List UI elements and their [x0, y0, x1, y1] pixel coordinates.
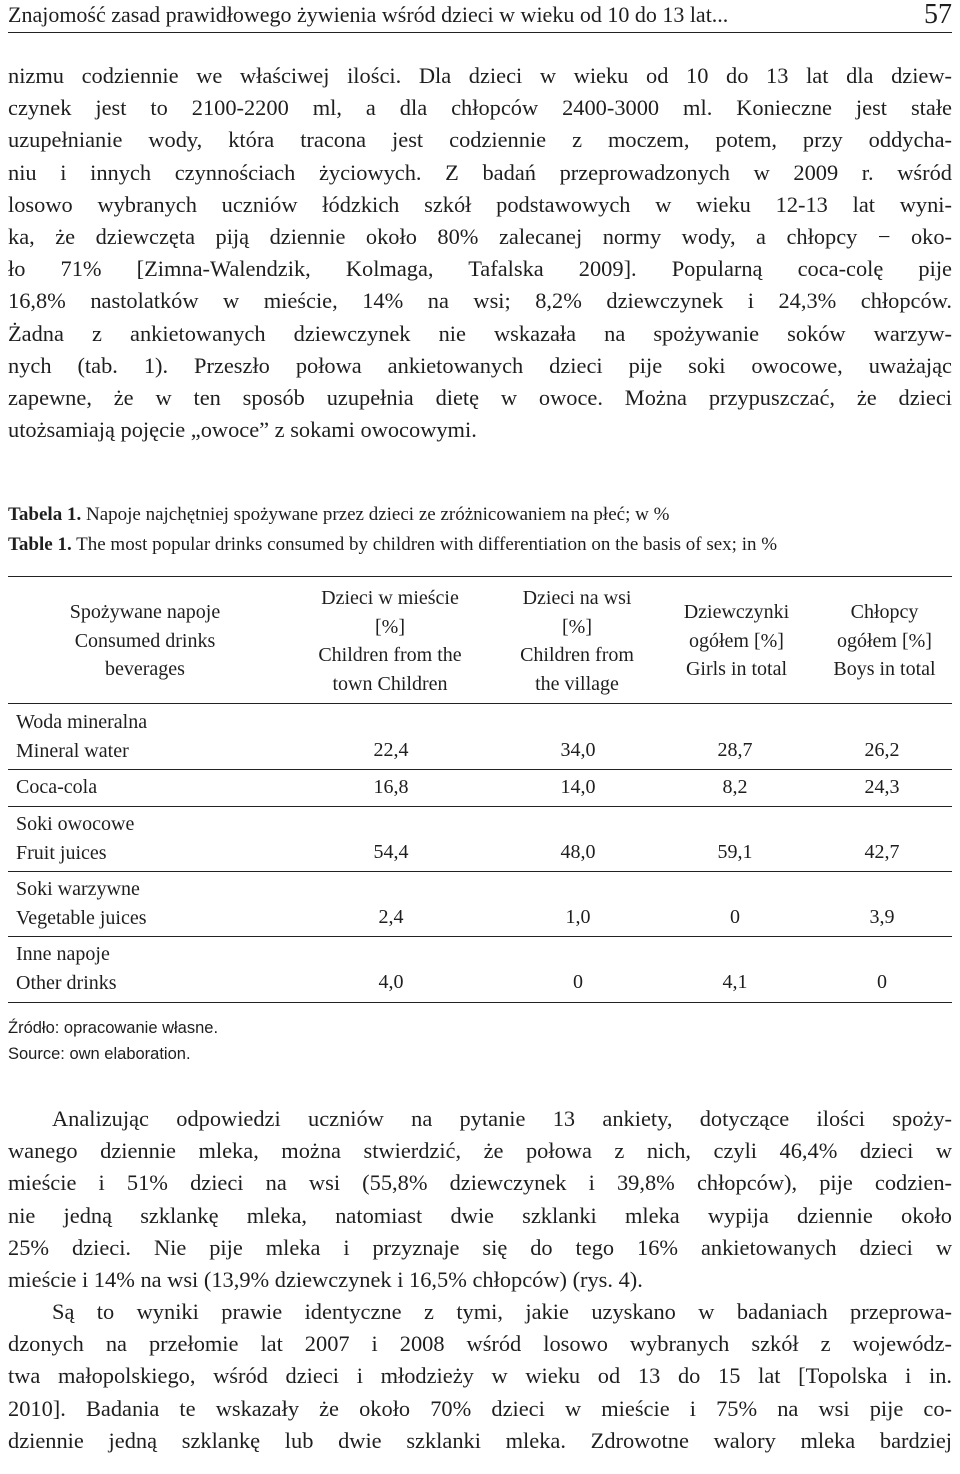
row-label [16, 875, 147, 932]
body-paragraph-1 [8, 60, 952, 446]
row-label-pl: Woda mineralna [16, 711, 148, 733]
text-line: losowo wybranych uczniów łódzkich szkół podstawowych w wieku 12-13 lat wyni- [8, 191, 952, 217]
text-line: dziennie jedną szklankę lub dwie szklanki mleka. Zdrowotne walory mleka bardziej [8, 1427, 952, 1453]
cell-boys: 42,7 [864, 841, 900, 863]
text-line: ka, że dziewczęta piją dziennie około 80% zalecanej normy wody, a chłopcy − oko- [8, 223, 952, 249]
cell-village: 14,0 [560, 776, 596, 798]
text-line: 2010]. Badania te wskazały że około 70% dzieci w mieście i 75% na wsi pije co- [8, 1395, 952, 1421]
text-line: twa małopolskiego, wśród dzieci i młodzieży w wieku od 13 do 15 lat [Topolska i in. [8, 1363, 952, 1389]
cell-village: 48,0 [560, 841, 596, 863]
column-header-village [497, 584, 657, 698]
table-bottom-rule [8, 1002, 952, 1003]
row-label-en: Other drinks [16, 971, 117, 994]
text-line: mieście i 51% dzieci na wsi (55,8% dziewczynek i 39,8% chłopców), pije codzien- [8, 1170, 952, 1196]
text-line: Analizując odpowiedzi uczniów na pytanie 13 ankiety, dotyczące ilości spoży- [52, 1106, 952, 1131]
text-line: wanego dziennie mleka, można stwierdzić, że połowa z nich, czyli 46,4% dzieci w [8, 1138, 952, 1164]
text-line: nizmu codziennie we właściwej ilości. Dla dzieci w wieku od 10 do 13 lat dla dziew- [8, 63, 952, 88]
table-caption-en [8, 531, 960, 559]
header-line: ogółem [%] [689, 629, 784, 652]
text-line: Żadna z ankietowanych dziewczynek nie wskazała na spożywanie soków warzyw- [8, 320, 952, 346]
cell-town: 2,4 [378, 906, 404, 928]
table-source-en: Source: own elaboration. [8, 1045, 191, 1063]
row-label [16, 708, 147, 765]
header-line: Dzieci na wsi [522, 587, 632, 609]
page-number: 57 [924, 0, 952, 30]
table-source-pl: Źródło: opracowanie własne. [8, 1019, 219, 1037]
row-rule [8, 871, 952, 872]
row-rule [8, 806, 952, 807]
cell-girls: 59,1 [717, 841, 753, 863]
text-line: Są to wyniki prawie identyczne z tymi, jakie uzyskano w badaniach przeprowa- [52, 1299, 952, 1324]
column-header-boys [812, 598, 957, 684]
row-rule [8, 769, 952, 770]
row-label [16, 940, 117, 997]
header-line: Dzieci w mieście [321, 587, 459, 609]
text-line: niu i innych czynnościach życiowych. Z badań przeprowadzonych w 2009 r. wśród [8, 159, 952, 185]
text-line: utożsamiają pojęcie „owoce” z sokami owocowymi. [8, 417, 477, 443]
column-header-girls [664, 598, 809, 684]
running-header [8, 0, 952, 33]
running-title: Znajomość zasad prawidłowego żywienia wśród dzieci w wieku od 10 do 13 lat... [8, 2, 729, 27]
text-line: nych (tab. 1). Przeszło połowa ankietowanych dzieci pije soki owocowe, uważając [8, 352, 952, 378]
header-line: Children from the [318, 644, 462, 666]
header-line: the village [535, 672, 619, 695]
row-label [16, 773, 97, 802]
caption-label: Table 1. [8, 534, 72, 555]
body-paragraph-3 [8, 1296, 952, 1457]
header-line: Consumed drinks [74, 629, 216, 652]
row-label [16, 810, 134, 867]
cell-village: 34,0 [560, 739, 596, 761]
column-header-drinks [20, 598, 270, 684]
row-label-en: Mineral water [16, 739, 129, 762]
text-line: 16,8% nastolatków w mieście, 14% na wsi; 8,2% dziewczynek i 24,3% chłopców. [8, 288, 952, 314]
cell-town: 54,4 [373, 841, 409, 863]
header-line: Dziewczynki [683, 601, 790, 623]
row-label-en: Fruit juices [16, 841, 107, 864]
text-line: uzupełnianie wody, która tracona jest codziennie z moczem, potem, przy oddycha- [8, 127, 952, 153]
cell-town: 22,4 [373, 739, 409, 761]
header-line: Boys in total [833, 658, 936, 680]
header-rule [8, 703, 952, 704]
header-line: Chłopcy [850, 601, 919, 623]
row-rule [8, 936, 952, 937]
caption-text: Napoje najchętniej spożywane przez dzieci ze zróżnicowaniem na płeć; w % [85, 504, 670, 525]
cell-town: 16,8 [373, 776, 409, 798]
text-line: 25% dzieci. Nie pije mleka i przyznaje się do tego 16% ankietowanych dzieci w [8, 1234, 952, 1260]
cell-boys: 26,2 [864, 739, 900, 761]
row-label-pl: Soki owocowe [16, 813, 135, 835]
row-label-pl: Soki warzywne [16, 878, 140, 900]
caption-label: Tabela 1. [8, 504, 82, 525]
cell-boys: 3,9 [869, 906, 895, 928]
row-label-en: Vegetable juices [16, 906, 147, 929]
cell-village: 0 [573, 971, 583, 993]
cell-boys: 0 [877, 971, 887, 993]
row-label-pl: Coca-cola [16, 776, 98, 798]
row-label-pl: Inne napoje [16, 943, 110, 965]
header-line: Spożywane napoje [69, 601, 221, 623]
text-line: zapewne, że w ten sposób uzupełnia dietę w owoce. Można przypuszczać, że dzieci [8, 384, 952, 410]
cell-girls: 8,2 [722, 776, 748, 798]
body-paragraph-2 [8, 1103, 952, 1296]
table-caption-pl [8, 501, 960, 529]
header-line: Girls in total [685, 658, 788, 680]
header-line: [%] [375, 615, 405, 638]
caption-text: The most popular drinks consumed by children with differentiation on the basis of sex; in % [76, 534, 778, 555]
column-header-town [300, 584, 480, 698]
header-line: [%] [562, 615, 592, 638]
cell-girls: 0 [730, 906, 740, 928]
cell-town: 4,0 [378, 971, 404, 993]
cell-girls: 28,7 [717, 739, 753, 761]
header-line: town Children [332, 672, 448, 695]
cell-boys: 24,3 [864, 776, 900, 798]
text-line: czynek jest to 2100-2200 ml, a dla chłopców 2400-3000 ml. Konieczne jest stałe [8, 95, 952, 121]
cell-village: 1,0 [565, 906, 591, 928]
cell-girls: 4,1 [722, 971, 748, 993]
text-line: mieście i 14% na wsi (13,9% dziewczynek i 16,5% chłopców) (rys. 4). [8, 1266, 643, 1292]
header-line: ogółem [%] [837, 629, 932, 652]
header-line: beverages [105, 658, 185, 680]
text-line: dzonych na przełomie lat 2007 i 2008 wśród losowo wybranych szkół z wojewódz- [8, 1331, 952, 1357]
header-line: Children from [520, 644, 634, 666]
text-line: ło 71% [Zimna-Walendzik, Kolmaga, Tafalska 2009]. Popularną coca-colę pije [8, 256, 952, 282]
table-top-rule [8, 576, 952, 577]
text-line: nie jedną szklankę mleka, natomiast dwie szklanki mleka wypija dziennie około [8, 1202, 952, 1228]
